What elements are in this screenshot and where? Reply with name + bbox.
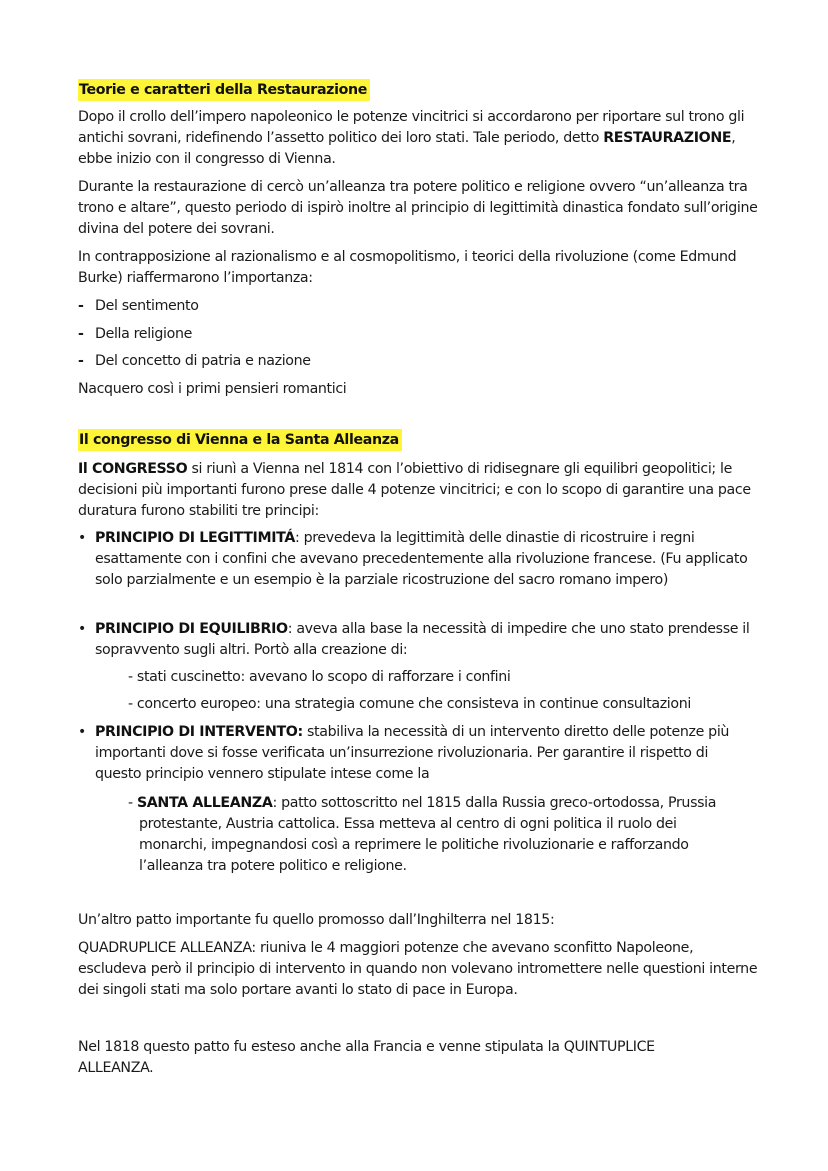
text-run: : patto sottoscritto nel 1815 dalla Russia greco-ortodossa, Prussia protestante, Austria cattolica. Essa metteva al centro di ogni politica il ruolo dei monarchi, impegnandosi così a reprimere le politiche rivoluzionarie e rafforzando l’alleanza tra potere politico e religione.: [139, 795, 717, 874]
text-run: : aveva alla base la necessità di impedire che uno stato prendesse il sopravvento sugli altri. Portò alla creazione di:: [95, 621, 750, 658]
paragraph-romantici: [78, 379, 758, 400]
text-run: , ebbe inizio con il congresso di Vienna.: [78, 130, 736, 167]
list-item-text: Del concetto di patria e nazione: [95, 353, 311, 369]
bullet-intervento: [78, 722, 758, 785]
text-run: Dopo il crollo dell’impero napoleonico le potenze vincitrici si accordarono per riportare sul trono gli antichi sovrani, ridefinendo l’assetto politico dei loro stati. Tale periodo, detto: [78, 109, 745, 146]
paragraph-text: Nacquero così i primi pensieri romantici: [78, 381, 347, 397]
sub-item-concerto-europeo: [128, 694, 768, 715]
bullet-marker: •: [78, 530, 87, 546]
list-item-text: Del sentimento: [95, 298, 199, 314]
bold-term-congresso: Il CONGRESSO: [78, 461, 188, 477]
bold-term-intervento: PRINCIPIO DI INTERVENTO:: [95, 724, 303, 740]
paragraph-contrapposizione: [78, 247, 758, 289]
sub-item-stati-cuscinetto: [128, 667, 758, 688]
dash-marker: -: [78, 353, 84, 369]
list-item-text: Della religione: [95, 326, 192, 342]
paragraph-text: Durante la restaurazione di cercò un’alleanza tra potere politico e religione ovvero “un’alleanza tra trono e altare”, questo periodo di ispirò inoltre al principio di legittimità dinastica fondato sull’origine divina del potere dei sovrani.: [78, 179, 758, 237]
paragraph-quadruplice: [78, 938, 758, 1001]
paragraph-altro-patto: [78, 910, 758, 931]
text-run: stabiliva la necessità di un intervento diretto delle potenze più importanti dove si fosse verificata un’insurrezione rivoluzionaria. Per garantire il rispetto di questo principio vennero stipulate intese come la: [95, 724, 730, 782]
bullet-marker: •: [78, 724, 87, 740]
text-run: si riunì a Vienna nel 1814 con l’obiettivo di ridisegnare gli equilibri geopolitici; le decisioni più importanti furono prese dalle 4 potenze vincitrici; e con lo scopo di garantire una pace duratura furono stabiliti tre principi:: [78, 461, 751, 519]
paragraph-quintuplice: [78, 1037, 718, 1079]
paragraph-text: Nel 1818 questo patto fu esteso anche alla Francia e venne stipulata la QUINTUPLICE ALLEANZA.: [78, 1039, 655, 1076]
paragraph-text: QUADRUPLICE ALLEANZA: riuniva le 4 maggiori potenze che avevano sconfitto Napoleone, escludeva però il principio di intervento in quando non volevano intromettere nelle questioni interne dei singoli stati ma solo portare avanti lo stato di pace in Europa.: [78, 940, 758, 998]
bullet-equilibrio: [78, 619, 758, 661]
sub-item-text: - concerto europeo: una strategia comune che consisteva in continue consultazioni: [128, 696, 691, 712]
paragraph-text: In contrapposizione al razionalismo e al cosmopolitismo, i teorici della rivoluzione (come Edmund Burke) riaffermarono l’importanza:: [78, 249, 737, 286]
paragraph-congresso: [78, 459, 758, 522]
paragraph-intro-restaurazione: [78, 107, 758, 170]
bullet-legittimita: [78, 528, 758, 591]
section-heading-congresso: Il congresso di Vienna e la Santa Alleanza: [78, 429, 402, 451]
section-heading-restaurazione: Teorie e caratteri della Restaurazione: [78, 79, 370, 101]
paragraph-trono-altare: [78, 177, 758, 240]
bullet-marker: •: [78, 621, 87, 637]
bold-term-legittimita: PRINCIPIO DI LEGITTIMITÁ: [95, 530, 296, 546]
dash-marker: -: [78, 326, 84, 342]
bold-term-restaurazione: RESTAURAZIONE: [603, 130, 732, 146]
dash-marker: -: [78, 298, 84, 314]
paragraph-text: Un’altro patto importante fu quello promosso dall’Inghilterra nel 1815:: [78, 912, 555, 928]
bold-term-equilibrio: PRINCIPIO DI EQUILIBRIO: [95, 621, 288, 637]
bold-term-santa-alleanza: SANTA ALLEANZA: [136, 795, 273, 811]
sub-item-santa-alleanza: [128, 793, 748, 877]
sub-item-text: - stati cuscinetto: avevano lo scopo di rafforzare i confini: [128, 669, 511, 685]
dash-marker: -: [128, 795, 137, 811]
text-run: : prevedeva la legittimità delle dinastie di ricostruire i regni esattamente con i confini che avevano precedentemente alla rivoluzione francese. (Fu applicato solo parzialmente e un esempio è la parziale ricostruzione del sacro romano impero): [95, 530, 748, 588]
